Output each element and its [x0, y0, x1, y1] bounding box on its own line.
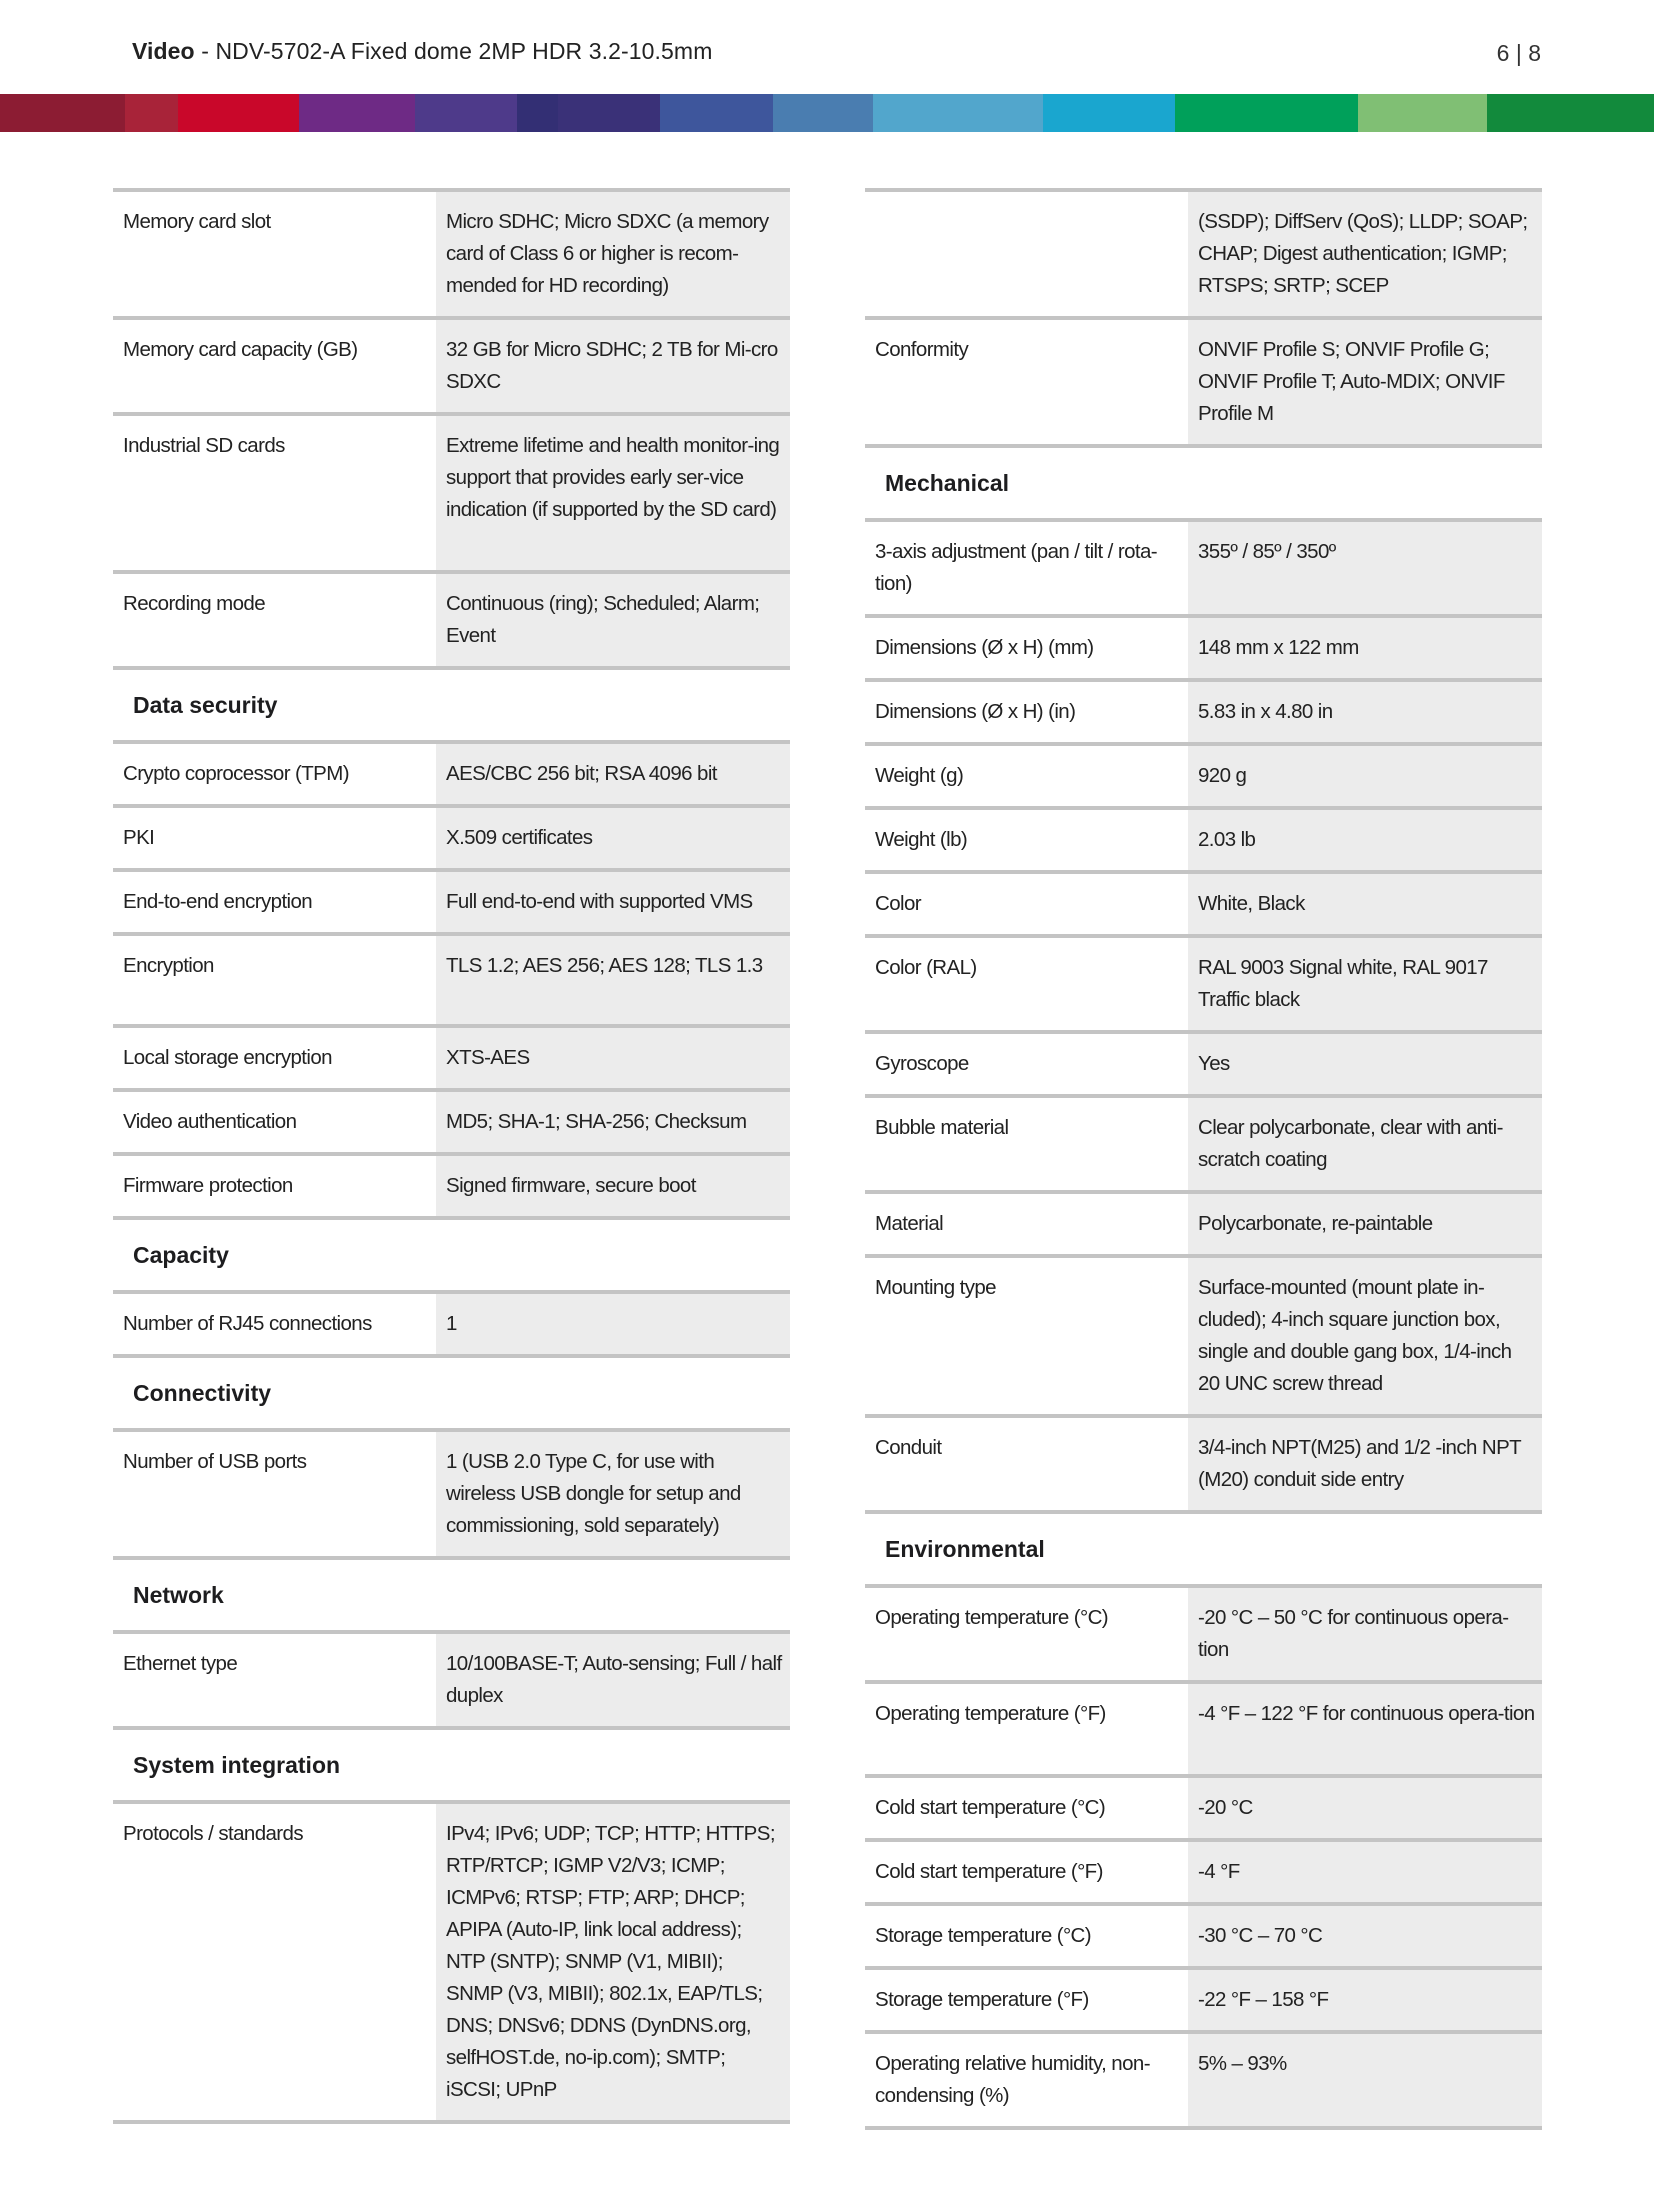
header-title: - NDV-5702-A Fixed dome 2MP HDR 3.2-10.5mm	[194, 38, 713, 64]
spec-row	[113, 1290, 790, 1354]
header-category: Video	[132, 38, 195, 64]
spec-value: TLS 1.2; AES 256; AES 128; TLS 1.3	[436, 936, 790, 1024]
spec-row	[865, 742, 1542, 806]
spec-label: Encryption	[123, 954, 214, 977]
spec-row	[865, 1838, 1542, 1902]
spec-row	[865, 1414, 1542, 1510]
section-heading: Network	[113, 1556, 790, 1630]
spec-row	[113, 1152, 790, 1216]
spec-label: 3-axis adjustment (pan / tilt / rota-tion)	[875, 540, 1158, 595]
spec-label: Ethernet type	[123, 1652, 238, 1675]
spec-value: -4 °F	[1188, 1842, 1542, 1902]
spec-value: 1	[436, 1294, 790, 1354]
spec-row	[113, 1428, 790, 1556]
spec-value: 5% – 93%	[1188, 2034, 1542, 2126]
spec-value: Clear polycarbonate, clear with anti-scratch coating	[1188, 1098, 1542, 1190]
spec-label: Dimensions (Ø x H) (in)	[875, 700, 1076, 723]
spec-value: -20 °C – 50 °C for continuous opera-tion	[1188, 1588, 1542, 1680]
band-segment	[415, 94, 518, 132]
spec-row	[113, 316, 790, 412]
spec-label: Dimensions (Ø x H) (mm)	[875, 636, 1094, 659]
band-segment	[517, 94, 557, 132]
band-segment	[299, 94, 415, 132]
band-segment	[1175, 94, 1358, 132]
spec-row	[113, 1088, 790, 1152]
spec-label: Video authentication	[123, 1110, 297, 1133]
spec-value: 5.83 in x 4.80 in	[1188, 682, 1542, 742]
band-segment	[1487, 94, 1654, 132]
spec-value: 355º / 85º / 350º	[1188, 522, 1542, 614]
spec-row	[113, 932, 790, 1024]
section-heading: System integration	[113, 1726, 790, 1800]
spec-row	[865, 1030, 1542, 1094]
spec-value: -30 °C – 70 °C	[1188, 1906, 1542, 1966]
section-heading: Mechanical	[865, 444, 1542, 518]
spec-label: Color	[875, 892, 921, 915]
spec-label: Mounting type	[875, 1276, 996, 1299]
spec-row	[865, 614, 1542, 678]
spec-value: 32 GB for Micro SDHC; 2 TB for Mi-cro SDXC	[436, 320, 790, 412]
spec-value: 148 mm x 122 mm	[1188, 618, 1542, 678]
band-segment	[873, 94, 1043, 132]
spec-value: 2.03 lb	[1188, 810, 1542, 870]
band-segment	[558, 94, 661, 132]
spec-row	[865, 678, 1542, 742]
spec-value: Extreme lifetime and health monitor-ing support that provides early ser-vice indication (if supported by the SD card)	[436, 416, 790, 570]
spec-label: Storage temperature (°F)	[875, 1988, 1089, 2011]
spec-row	[865, 518, 1542, 614]
band-segment	[0, 94, 125, 132]
spec-row	[113, 570, 790, 666]
spec-row	[865, 934, 1542, 1030]
band-segment	[125, 94, 179, 132]
spec-value: 3/4-inch NPT(M25) and 1/2 -inch NPT (M20) conduit side entry	[1188, 1418, 1542, 1510]
spec-label: Recording mode	[123, 592, 266, 615]
spec-value: 10/100BASE-T; Auto-sensing; Full / half duplex	[436, 1634, 790, 1726]
spec-row	[113, 740, 790, 804]
spec-value: Micro SDHC; Micro SDXC (a memory card of Class 6 or higher is recom-mended for HD recording)	[436, 192, 790, 316]
spec-value: XTS-AES	[436, 1028, 790, 1088]
spec-label: Protocols / standards	[123, 1822, 303, 1845]
color-band-decoration	[0, 94, 1654, 132]
spec-row	[865, 870, 1542, 934]
spec-label	[865, 192, 1188, 316]
section-heading: Data security	[113, 666, 790, 740]
spec-value: Surface-mounted (mount plate in-cluded); 4-inch square junction box, single and double gang box, 1/4-inch 20 UNC screw thread	[1188, 1258, 1542, 1414]
spec-value: Continuous (ring); Scheduled; Alarm; Event	[436, 574, 790, 666]
band-segment	[1043, 94, 1175, 132]
spec-row	[865, 1902, 1542, 1966]
spec-row	[865, 1774, 1542, 1838]
spec-value: AES/CBC 256 bit; RSA 4096 bit	[436, 744, 790, 804]
spec-value: Yes	[1188, 1034, 1542, 1094]
band-segment	[1358, 94, 1487, 132]
spec-row	[113, 1024, 790, 1088]
spec-label: Color (RAL)	[875, 956, 977, 979]
spec-label: Conduit	[875, 1436, 942, 1459]
spec-value: ONVIF Profile S; ONVIF Profile G; ONVIF Profile T; Auto-MDIX; ONVIF Profile M	[1188, 320, 1542, 444]
spec-label: Memory card slot	[123, 210, 271, 233]
spec-label: Material	[875, 1212, 944, 1235]
right-spec-column	[865, 188, 1542, 2130]
spec-value: 1 (USB 2.0 Type C, for use with wireless USB dongle for setup and commissioning, sold separately)	[436, 1432, 790, 1556]
spec-value: Full end-to-end with supported VMS	[436, 872, 790, 932]
spec-value: RAL 9003 Signal white, RAL 9017 Traffic black	[1188, 938, 1542, 1030]
table-end-rule	[113, 2120, 790, 2124]
spec-value: White, Black	[1188, 874, 1542, 934]
spec-label: Operating temperature (°C)	[875, 1606, 1109, 1629]
spec-label: Firmware protection	[123, 1174, 293, 1197]
spec-value: Signed firmware, secure boot	[436, 1156, 790, 1216]
spec-value: MD5; SHA-1; SHA-256; Checksum	[436, 1092, 790, 1152]
section-heading: Connectivity	[113, 1354, 790, 1428]
section-heading: Environmental	[865, 1510, 1542, 1584]
spec-row	[113, 188, 790, 316]
spec-row	[865, 188, 1542, 316]
document-header	[132, 38, 712, 65]
spec-label: Cold start temperature (°F)	[875, 1860, 1103, 1883]
spec-row	[113, 1800, 790, 2120]
spec-label: End-to-end encryption	[123, 890, 313, 913]
spec-label: Crypto coprocessor (TPM)	[123, 762, 349, 785]
spec-label: Industrial SD cards	[123, 434, 285, 457]
spec-row	[113, 1630, 790, 1726]
spec-value: IPv4; IPv6; UDP; TCP; HTTP; HTTPS; RTP/RTCP; IGMP V2/V3; ICMP; ICMPv6; RTSP; FTP; ARP; DHCP; APIPA (Auto-IP, link local address); NTP (SNTP); SNMP (V1, MIBII); SNMP (V3, MIBII); 802.1x, EAP/TLS; DNS; DNSv6; DDNS (DynDNS.org, selfHOST.de, no-ip.com); SMTP; iSCSI; UPnP	[436, 1804, 790, 2120]
spec-row	[113, 868, 790, 932]
spec-row	[865, 1966, 1542, 2030]
spec-label: Memory card capacity (GB)	[123, 338, 358, 361]
spec-value: Polycarbonate, re-paintable	[1188, 1194, 1542, 1254]
spec-label: Operating relative humidity, non-condensing (%)	[875, 2052, 1150, 2107]
spec-value: (SSDP); DiffServ (QoS); LLDP; SOAP; CHAP; Digest authentication; IGMP; RTSPS; SRTP; SCEP	[1188, 192, 1542, 316]
spec-value: -4 °F – 122 °F for continuous opera-tion	[1188, 1684, 1542, 1774]
section-heading: Capacity	[113, 1216, 790, 1290]
spec-row	[113, 804, 790, 868]
spec-label: Operating temperature (°F)	[875, 1702, 1106, 1725]
spec-label: Weight (g)	[875, 764, 964, 787]
spec-row	[865, 1094, 1542, 1190]
table-end-rule	[865, 2126, 1542, 2130]
spec-row	[865, 1190, 1542, 1254]
spec-row	[865, 806, 1542, 870]
spec-value: 920 g	[1188, 746, 1542, 806]
page-number: 6 | 8	[1496, 40, 1541, 66]
band-segment	[178, 94, 298, 132]
spec-row	[865, 1680, 1542, 1774]
spec-label: Local storage encryption	[123, 1046, 332, 1069]
spec-value: X.509 certificates	[436, 808, 790, 868]
spec-label: Cold start temperature (°C)	[875, 1796, 1106, 1819]
spec-row	[865, 2030, 1542, 2126]
spec-label: Conformity	[875, 338, 969, 361]
spec-value: -20 °C	[1188, 1778, 1542, 1838]
left-spec-column	[113, 188, 790, 2124]
spec-label: PKI	[123, 826, 155, 849]
spec-row	[865, 316, 1542, 444]
spec-row	[865, 1254, 1542, 1414]
spec-label: Weight (lb)	[875, 828, 968, 851]
spec-label: Gyroscope	[875, 1052, 969, 1075]
spec-row	[113, 412, 790, 570]
spec-row	[865, 1584, 1542, 1680]
band-segment	[660, 94, 773, 132]
spec-label: Number of RJ45 connections	[123, 1312, 372, 1335]
spec-label: Bubble material	[875, 1116, 1009, 1139]
spec-label: Number of USB ports	[123, 1450, 307, 1473]
spec-label: Storage temperature (°C)	[875, 1924, 1091, 1947]
band-segment	[773, 94, 873, 132]
spec-value: -22 °F – 158 °F	[1188, 1970, 1542, 2030]
